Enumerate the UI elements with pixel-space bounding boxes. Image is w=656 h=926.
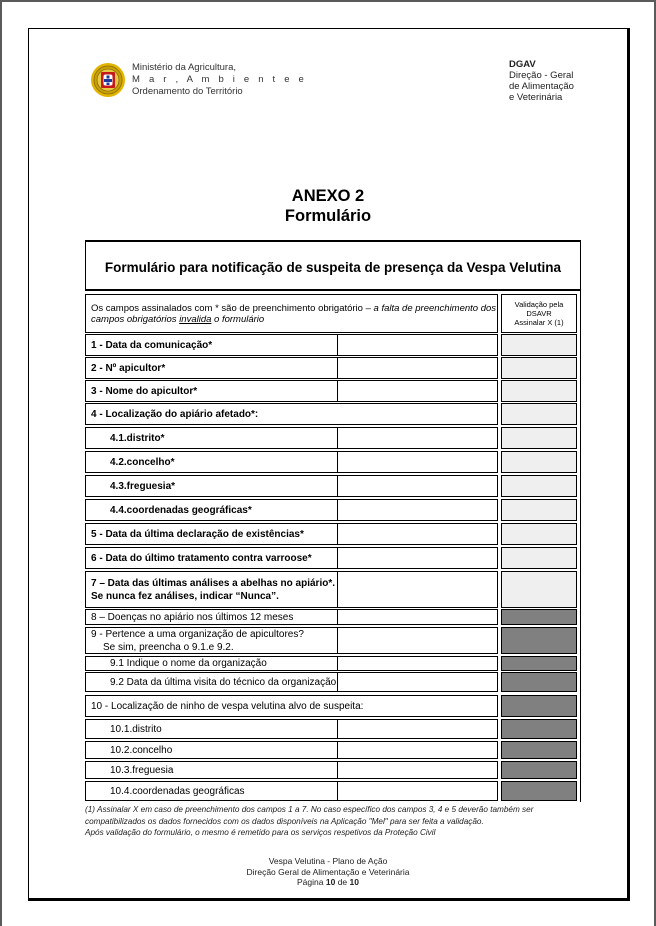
field-label: 6 - Data do último tratamento contra varroose*: [85, 547, 338, 569]
footnote-line1: (1) Assinalar X em caso de preenchimento dos campos 1 a 7. No caso específico dos campos 3, 4 e 5 deverão também ser: [85, 805, 534, 814]
page-number: [0, 877, 656, 888]
field-label: 3 - Nome do apicultor*: [85, 380, 338, 402]
diseases-input[interactable]: [337, 609, 498, 625]
validation-column-header: [501, 294, 577, 333]
validation-disabled-cell: [501, 672, 577, 692]
field-label-line1: 9 - Pertence a uma organização de apicultores?: [91, 628, 304, 640]
validation-disabled-cell: [501, 627, 577, 654]
validation-disabled-cell: [501, 695, 577, 717]
validation-disabled-cell: [501, 741, 577, 759]
validation-checkbox[interactable]: [501, 571, 577, 608]
field-label: 4.3.freguesia*: [85, 475, 338, 497]
validation-checkbox[interactable]: [501, 334, 577, 356]
field-label: [85, 627, 338, 654]
form-row-8: [85, 609, 581, 625]
intro-text-italic: a falta de preenchimento dos campos obrigatórios: [91, 302, 497, 325]
field-label: [85, 571, 338, 608]
nest-parish-input[interactable]: [337, 761, 498, 779]
page-prefix: Página: [297, 877, 326, 887]
form-row-4-4: [85, 499, 581, 521]
field-label: 4.1.distrito*: [85, 427, 338, 449]
intro-text-tail: o formulário: [211, 313, 265, 325]
validation-disabled-cell: [501, 719, 577, 739]
form-row-4-3: [85, 475, 581, 497]
form-row-5: [85, 523, 581, 545]
ministry-name-line2: M a r , A m b i e n t e e: [132, 74, 308, 85]
form-row-9-2: [85, 672, 581, 692]
apiary-parish-input[interactable]: [337, 475, 498, 497]
validation-disabled-cell: [501, 761, 577, 779]
form-row-7: [85, 571, 581, 608]
field-label-line2: Se sim, preencha o 9.1.e 9.2.: [103, 641, 234, 653]
validation-disabled-cell: [501, 609, 577, 625]
page-footer: [0, 856, 656, 888]
agency-name-line1: Direção - Geral: [509, 70, 574, 81]
annex-heading: [0, 186, 656, 226]
validation-header-line1: Validação pela: [514, 300, 564, 309]
nest-municipality-input[interactable]: [337, 741, 498, 759]
intro-text-plain: Os campos assinalados com * são de preenchimento obrigatório –: [91, 302, 374, 314]
validation-checkbox[interactable]: [501, 523, 577, 545]
footer-agency: Direção Geral de Alimentação e Veterinária: [246, 866, 410, 877]
field-label: 2 - Nº apicultor*: [85, 357, 338, 379]
nest-coordinates-input[interactable]: [337, 781, 498, 801]
field-label: 5 - Data da última declaração de existências*: [85, 523, 338, 545]
ministry-name-line1: Ministério da Agricultura,: [132, 62, 237, 73]
technician-visit-date-input[interactable]: [337, 672, 498, 692]
validation-checkbox[interactable]: [501, 547, 577, 569]
beekeeper-name-input[interactable]: [337, 380, 498, 402]
agency-code: DGAV: [509, 59, 536, 70]
field-label: 4.2.concelho*: [85, 451, 338, 473]
portugal-coat-of-arms-icon: [90, 62, 126, 98]
annex-title: ANEXO 2: [291, 187, 365, 205]
form-row-10: [85, 695, 581, 717]
last-analysis-date-input[interactable]: [337, 571, 498, 608]
intro-row: [85, 294, 581, 333]
field-label: 1 - Data da comunicação*: [85, 334, 338, 356]
footer-title: Vespa Velutina - Plano de Ação: [268, 856, 388, 866]
last-declaration-date-input[interactable]: [337, 523, 498, 545]
apiary-district-input[interactable]: [337, 427, 498, 449]
form-title: Formulário para notificação de suspeita de presença da Vespa Velutina: [85, 240, 581, 291]
form-row-6: [85, 547, 581, 569]
agency-header: [509, 59, 574, 103]
validation-disabled-cell: [501, 781, 577, 801]
apiary-coordinates-input[interactable]: [337, 499, 498, 521]
validation-checkbox[interactable]: [501, 451, 577, 473]
field-label: 9.2 Data da última visita do técnico da organização: [85, 672, 338, 692]
ministry-name-line3: Ordenamento do Território: [132, 86, 243, 97]
validation-checkbox[interactable]: [501, 475, 577, 497]
form-row-1: [85, 334, 581, 356]
form-row-2: [85, 357, 581, 379]
form-row-4-1: [85, 427, 581, 449]
validation-header-line2: DSAVR: [526, 309, 552, 318]
page-sep: de: [335, 877, 350, 887]
beekeeper-number-input[interactable]: [337, 357, 498, 379]
organization-membership-input[interactable]: [337, 627, 498, 654]
footnote-line3: Após validação do formulário, o mesmo é remetido para os serviços respetivos da Proteção Civil: [85, 828, 436, 837]
validation-disabled-cell: [501, 656, 577, 671]
page-current: 10: [325, 877, 336, 887]
apiary-municipality-input[interactable]: [337, 451, 498, 473]
field-label-line1: 7 – Data das últimas análises a abelhas no apiário*.: [91, 577, 335, 589]
field-label: 10.2.concelho: [85, 741, 338, 759]
page-total: 10: [349, 877, 359, 887]
intro-text-underline: invalida: [179, 313, 212, 325]
field-label-line2: Se nunca fez análises, indicar “Nunca”.: [91, 590, 279, 602]
form-row-3: [85, 380, 581, 402]
agency-name-line2: de Alimentação: [509, 81, 574, 92]
validation-checkbox[interactable]: [501, 427, 577, 449]
footnote-line2: compatibilizados os dados fornecidos com os dados disponíveis na Aplicação "Mel" para ser feita a validação.: [85, 816, 484, 826]
organization-name-input[interactable]: [337, 656, 498, 671]
form-row-4-2: [85, 451, 581, 473]
field-label: 9.1 Indique o nome da organização: [85, 656, 338, 671]
form-row-10-2: [85, 741, 581, 759]
section-label: 4 - Localização do apiário afetado*:: [85, 403, 498, 425]
validation-checkbox[interactable]: [501, 357, 577, 379]
validation-checkbox[interactable]: [501, 380, 577, 402]
last-varroa-treatment-input[interactable]: [337, 547, 498, 569]
ministry-header: [90, 62, 307, 98]
validation-header-line3: Assinalar X (1): [514, 318, 564, 327]
validation-checkbox[interactable]: [501, 499, 577, 521]
communication-date-input[interactable]: [337, 334, 498, 356]
field-label: 4.4.coordenadas geográficas*: [85, 499, 338, 521]
footnote: [85, 804, 585, 839]
nest-district-input[interactable]: [337, 719, 498, 739]
field-label: 10.1.distrito: [85, 719, 338, 739]
validation-checkbox[interactable]: [501, 403, 577, 425]
form-row-10-1: [85, 719, 581, 739]
field-label: 10.3.freguesia: [85, 761, 338, 779]
intro-text: [85, 294, 498, 333]
annex-subtitle: Formulário: [284, 207, 372, 225]
agency-name-line3: e Veterinária: [509, 92, 563, 103]
field-label: 8 – Doenças no apiário nos últimos 12 meses: [85, 609, 338, 625]
field-label: 10.4.coordenadas geográficas: [85, 781, 338, 801]
form-row-10-3: [85, 761, 581, 779]
section-label: 10 - Localização de ninho de vespa velutina alvo de suspeita:: [85, 695, 498, 717]
form-row-9-1: [85, 656, 581, 671]
form-row-9: [85, 627, 581, 654]
form-row-4: [85, 403, 581, 425]
form-row-10-4: [85, 781, 581, 801]
